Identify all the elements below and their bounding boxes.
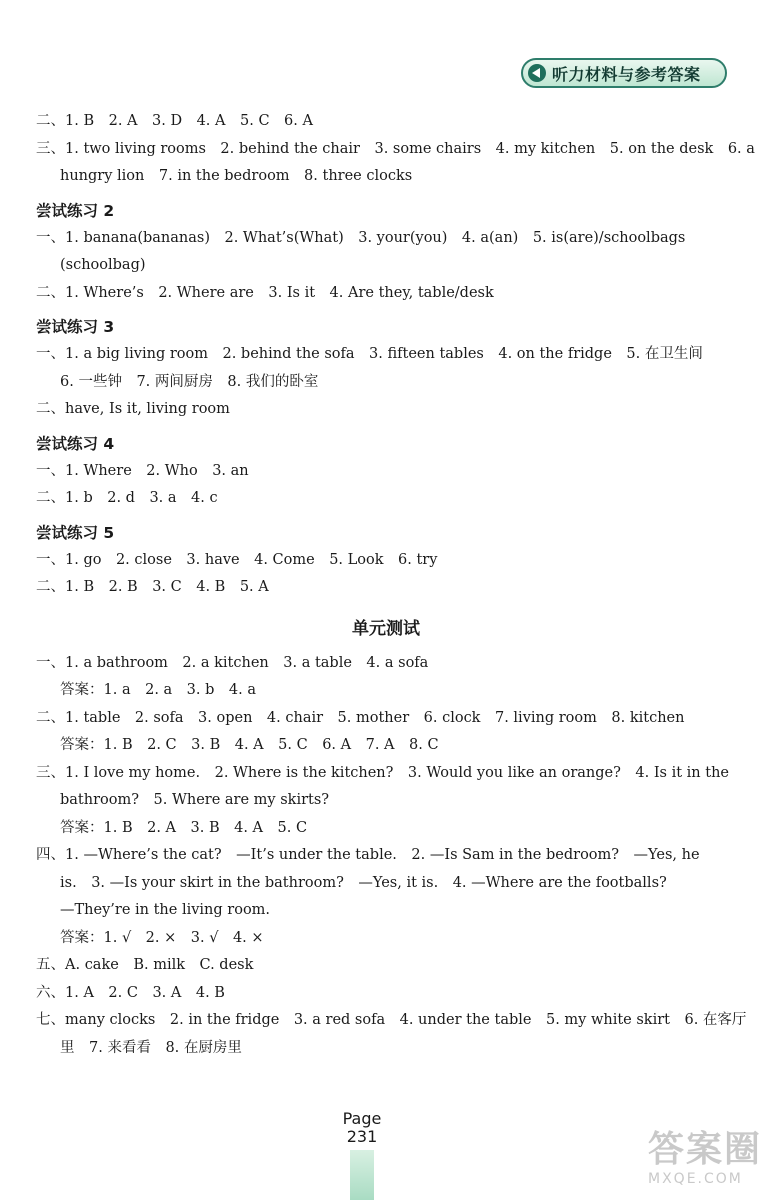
answer-line: 二、1. B 2. B 3. C 4. B 5. A [36, 579, 269, 595]
watermark-text: 答案圈 [648, 1129, 763, 1170]
section-heading: 尝试练习 4 [36, 434, 115, 453]
page-tab-strip [350, 1150, 374, 1200]
answer-line: hungry lion 7. in the bedroom 8. three clocks [60, 168, 413, 184]
watermark-logo [648, 1130, 774, 1196]
answer-line: 六、1. A 2. C 3. A 4. B [36, 984, 225, 1001]
answer-line: 四、1. —Where’s the cat? —It’s under the table. 2. —Is Sam in the bedroom? —Yes, he [36, 847, 700, 863]
answer-line: 一、1. a big living room 2. behind the sofa 3. fifteen tables 4. on the fridge 5. 在卫生间 [36, 346, 703, 362]
answer-line: 一、1. a bathroom 2. a kitchen 3. a table 4. a sofa [36, 654, 429, 671]
answer-key-line: 答案：1. B 2. C 3. B 4. A 5. C 6. A 7. A 8. C [60, 737, 439, 753]
answer-line: bathroom? 5. Where are my skirts? [60, 792, 330, 808]
section-heading: 尝试练习 3 [36, 318, 115, 336]
answer-line: 七、many clocks 2. in the fridge 3. a red sofa 4. under the table 5. my white skirt 6. 在客厅 [36, 1012, 747, 1028]
answer-line: 三、1. I love my home. 2. Where is the kitchen? 3. Would you like an orange? 4. Is it in the [36, 764, 730, 781]
page-number [332, 1110, 392, 1146]
answer-line: 一、1. Where 2. Who 3. an [36, 462, 249, 479]
section-badge [521, 58, 727, 88]
answer-content [36, 108, 755, 1062]
answer-line: 里 7. 来看看 8. 在厨房里 [60, 1039, 242, 1056]
section-heading: 尝试练习 5 [36, 523, 115, 542]
page-label: Page [342, 1109, 382, 1128]
answer-line: 三、1. two living rooms 2. behind the chair 3. some chairs 4. my kitchen 5. on the desk 6. a [36, 140, 755, 157]
answer-line: 二、1. B 2. A 3. D 4. A 5. C 6. A [36, 113, 313, 129]
play-back-icon [528, 64, 546, 82]
answer-line: 二、have, Is it, living room [36, 401, 230, 417]
section-heading: 尝试练习 2 [36, 201, 115, 220]
answer-key-line: 答案：1. √ 2. × 3. √ 4. × [60, 929, 264, 946]
answer-line: 二、1. Where’s 2. Where are 3. Is it 4. Are they, table/desk [36, 284, 494, 301]
answer-line: —They’re in the living room. [60, 902, 271, 918]
badge-label: 听力材料与参考答案 [552, 64, 701, 84]
answer-line: is. 3. —Is your skirt in the bathroom? —Yes, it is. 4. —Where are the footballs? [60, 874, 667, 891]
unit-test-title: 单元测试 [352, 618, 420, 639]
answer-line: (schoolbag) [60, 257, 146, 273]
answer-key-line: 答案：1. a 2. a 3. b 4. a [60, 682, 256, 698]
page-number-value: 231 [346, 1127, 378, 1146]
watermark-url: MXQE.COM [648, 1171, 743, 1187]
answer-line: 二、1. table 2. sofa 3. open 4. chair 5. mother 6. clock 7. living room 8. kitchen [36, 709, 685, 726]
answer-line: 五、A. cake B. milk C. desk [36, 957, 254, 973]
answer-line: 6. 一些钟 7. 两间厨房 8. 我们的卧室 [60, 373, 319, 390]
answer-key-line: 答案：1. B 2. A 3. B 4. A 5. C [60, 819, 308, 836]
answer-line: 一、1. banana(bananas) 2. What’s(What) 3. your(you) 4. a(an) 5. is(are)/schoolbags [36, 229, 686, 246]
answer-line: 二、1. b 2. d 3. a 4. c [36, 490, 218, 506]
answer-line: 一、1. go 2. close 3. have 4. Come 5. Look 6. try [36, 551, 438, 568]
